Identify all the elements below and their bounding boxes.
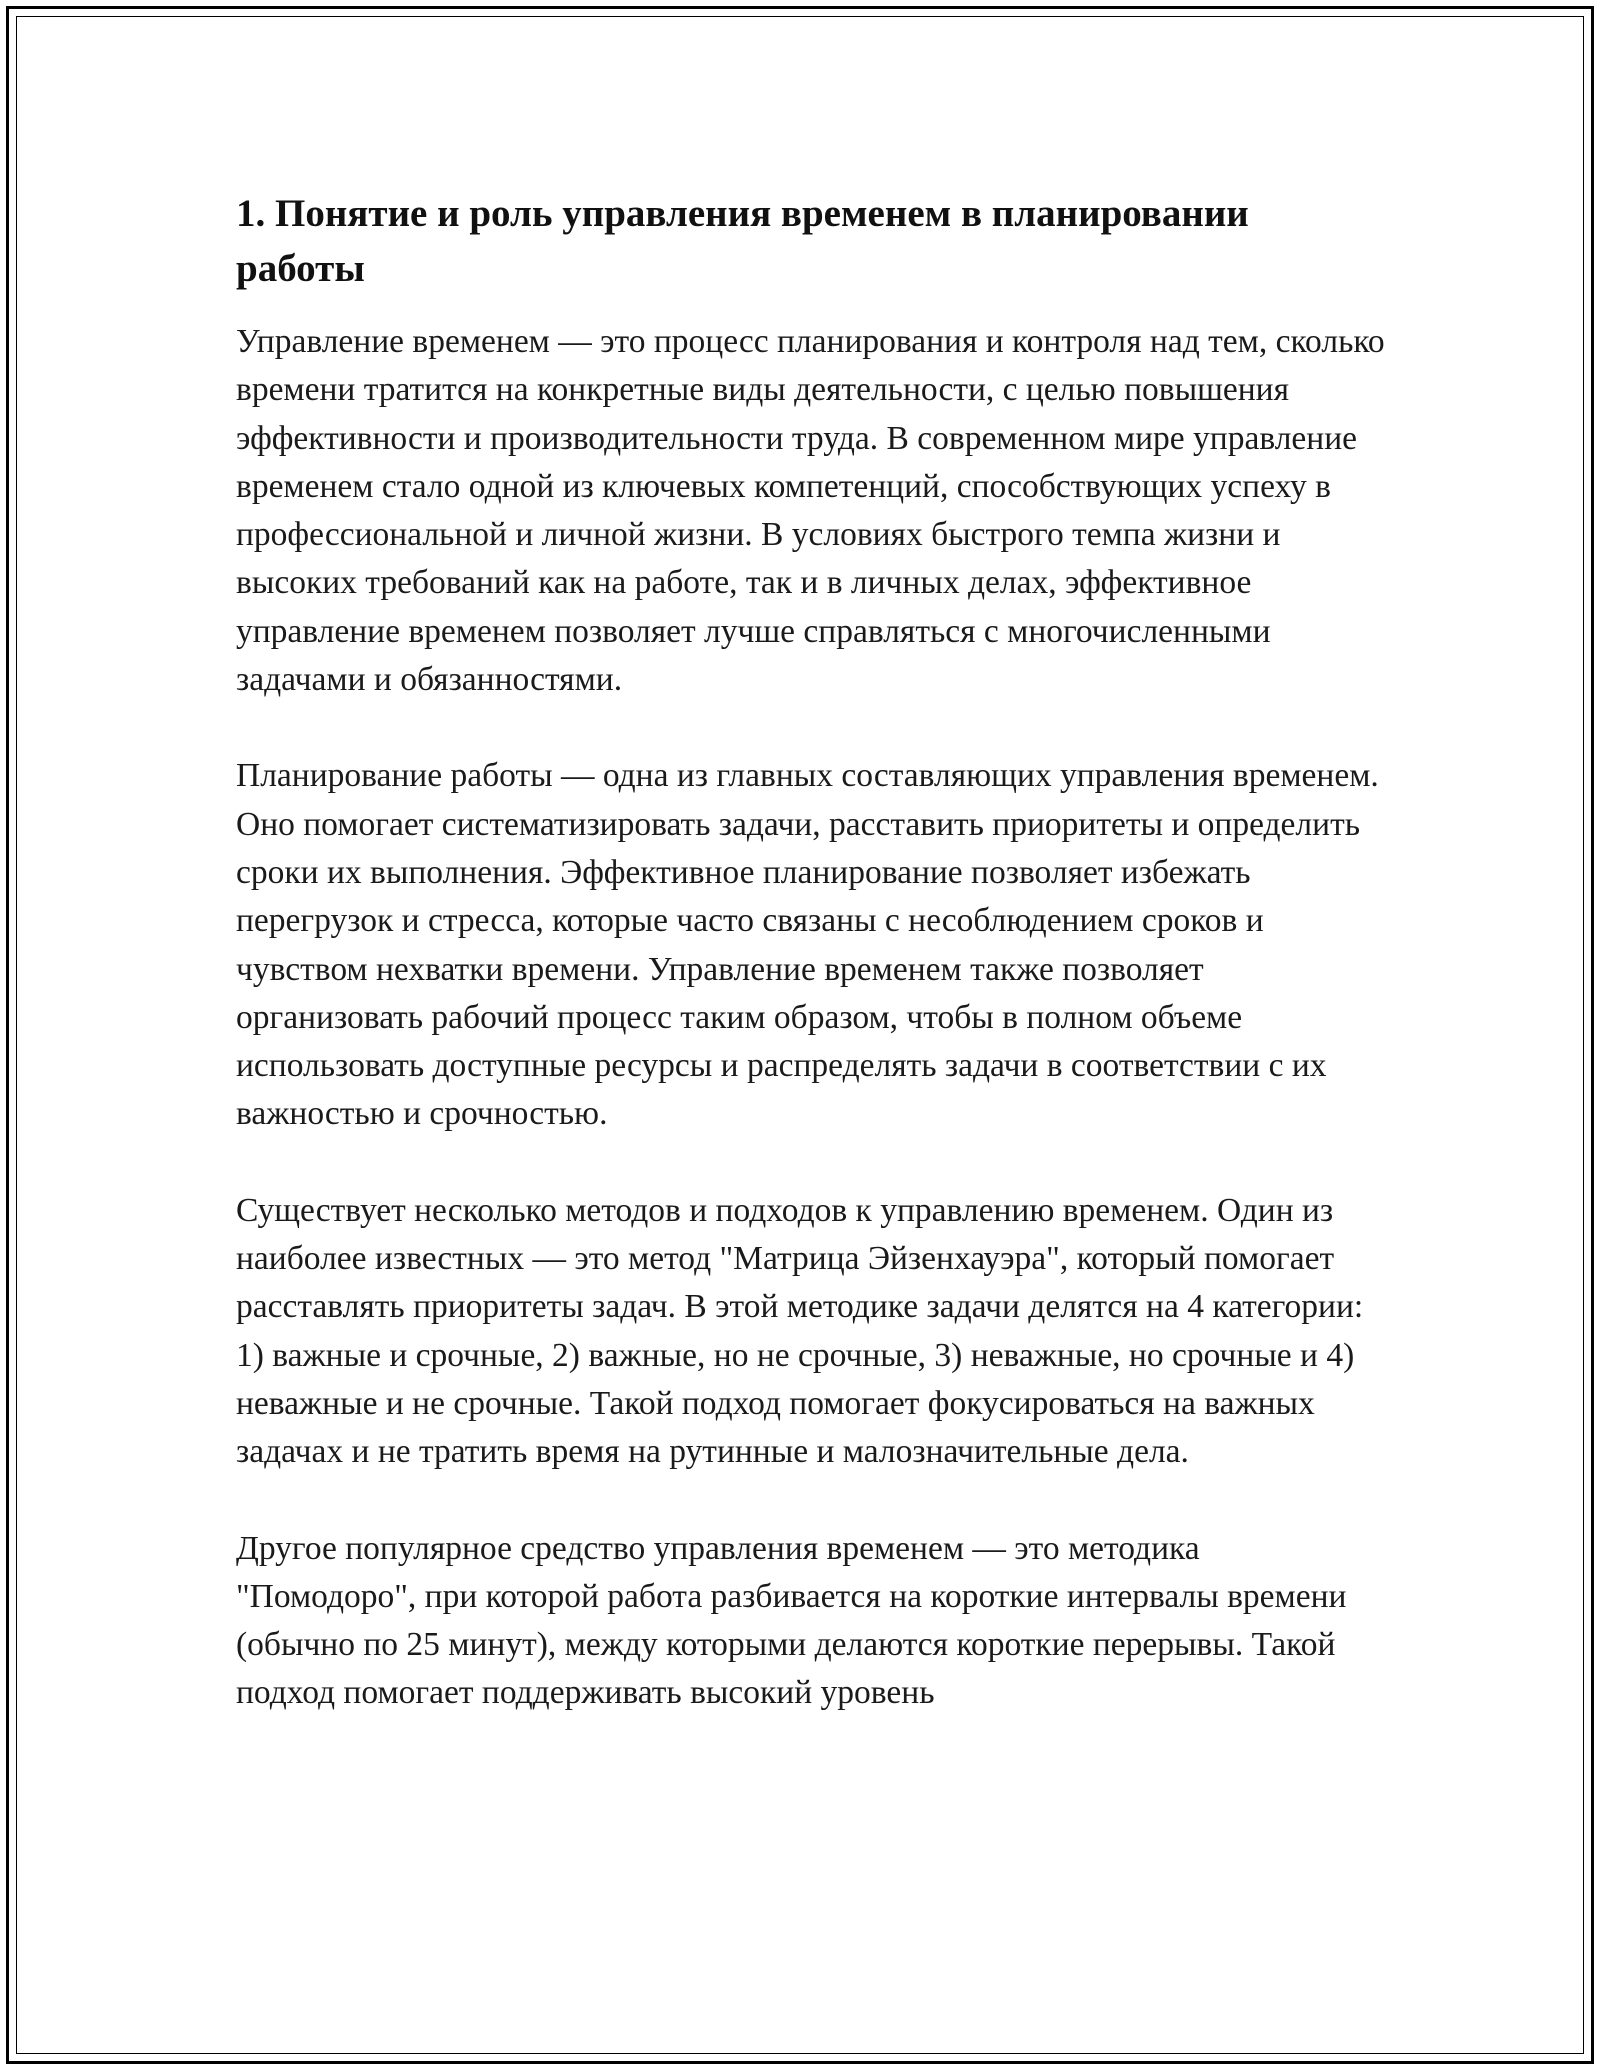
section-heading: 1. Понятие и роль управления временем в планировании работы bbox=[236, 192, 1249, 290]
paragraph-1: Управление временем — это процесс планирования и контроля над тем, сколько времени тратится на конкретные виды деятельности, с целью повышения эффективности и производительности труда. В современном мире управление временем стало одной из ключевых компетенций, способствующих успеху в профессиональной и личной жизни. В условиях быстрого темпа жизни и высоких требований как на работе, так и в личных делах, эффективное управление временем позволяет лучше справляться с многочисленными задачами и обязанностями. bbox=[236, 323, 1385, 699]
paragraph-2: Планирование работы — одна из главных составляющих управления временем. Оно помогает систематизировать задачи, расставить приоритеты и определить сроки их выполнения. Эффективное планирование позволяет избежать перегрузок и стресса, которые часто связаны с несоблюдением сроков и чувством нехватки времени. Управление временем также позволяет организовать рабочий процесс таким образом, чтобы в полном объеме использовать доступные ресурсы и распределять задачи в соответствии с их важностью и срочностью. bbox=[236, 757, 1379, 1133]
document-body bbox=[236, 186, 1386, 1718]
paragraph-4: Другое популярное средство управления временем — это методика "Помодоро", при которой работа разбивается на короткие интервалы времени (обычно по 25 минут), между которыми делаются короткие перерывы. Такой подход помогает поддерживать высокий уровень bbox=[236, 1529, 1347, 1712]
paragraph-3: Существует несколько методов и подходов к управлению временем. Один из наиболее известных — это метод "Матрица Эйзенхауэра", который помогает расставлять приоритеты задач. В этой методике задачи делятся на 4 категории: 1) важные и срочные, 2) важные, но не срочные, 3) неважные, но срочные и 4) неважные и не срочные. Такой подход помогает фокусироваться на важных задачах и не тратить время на рутинные и малозначительные дела. bbox=[236, 1191, 1364, 1471]
